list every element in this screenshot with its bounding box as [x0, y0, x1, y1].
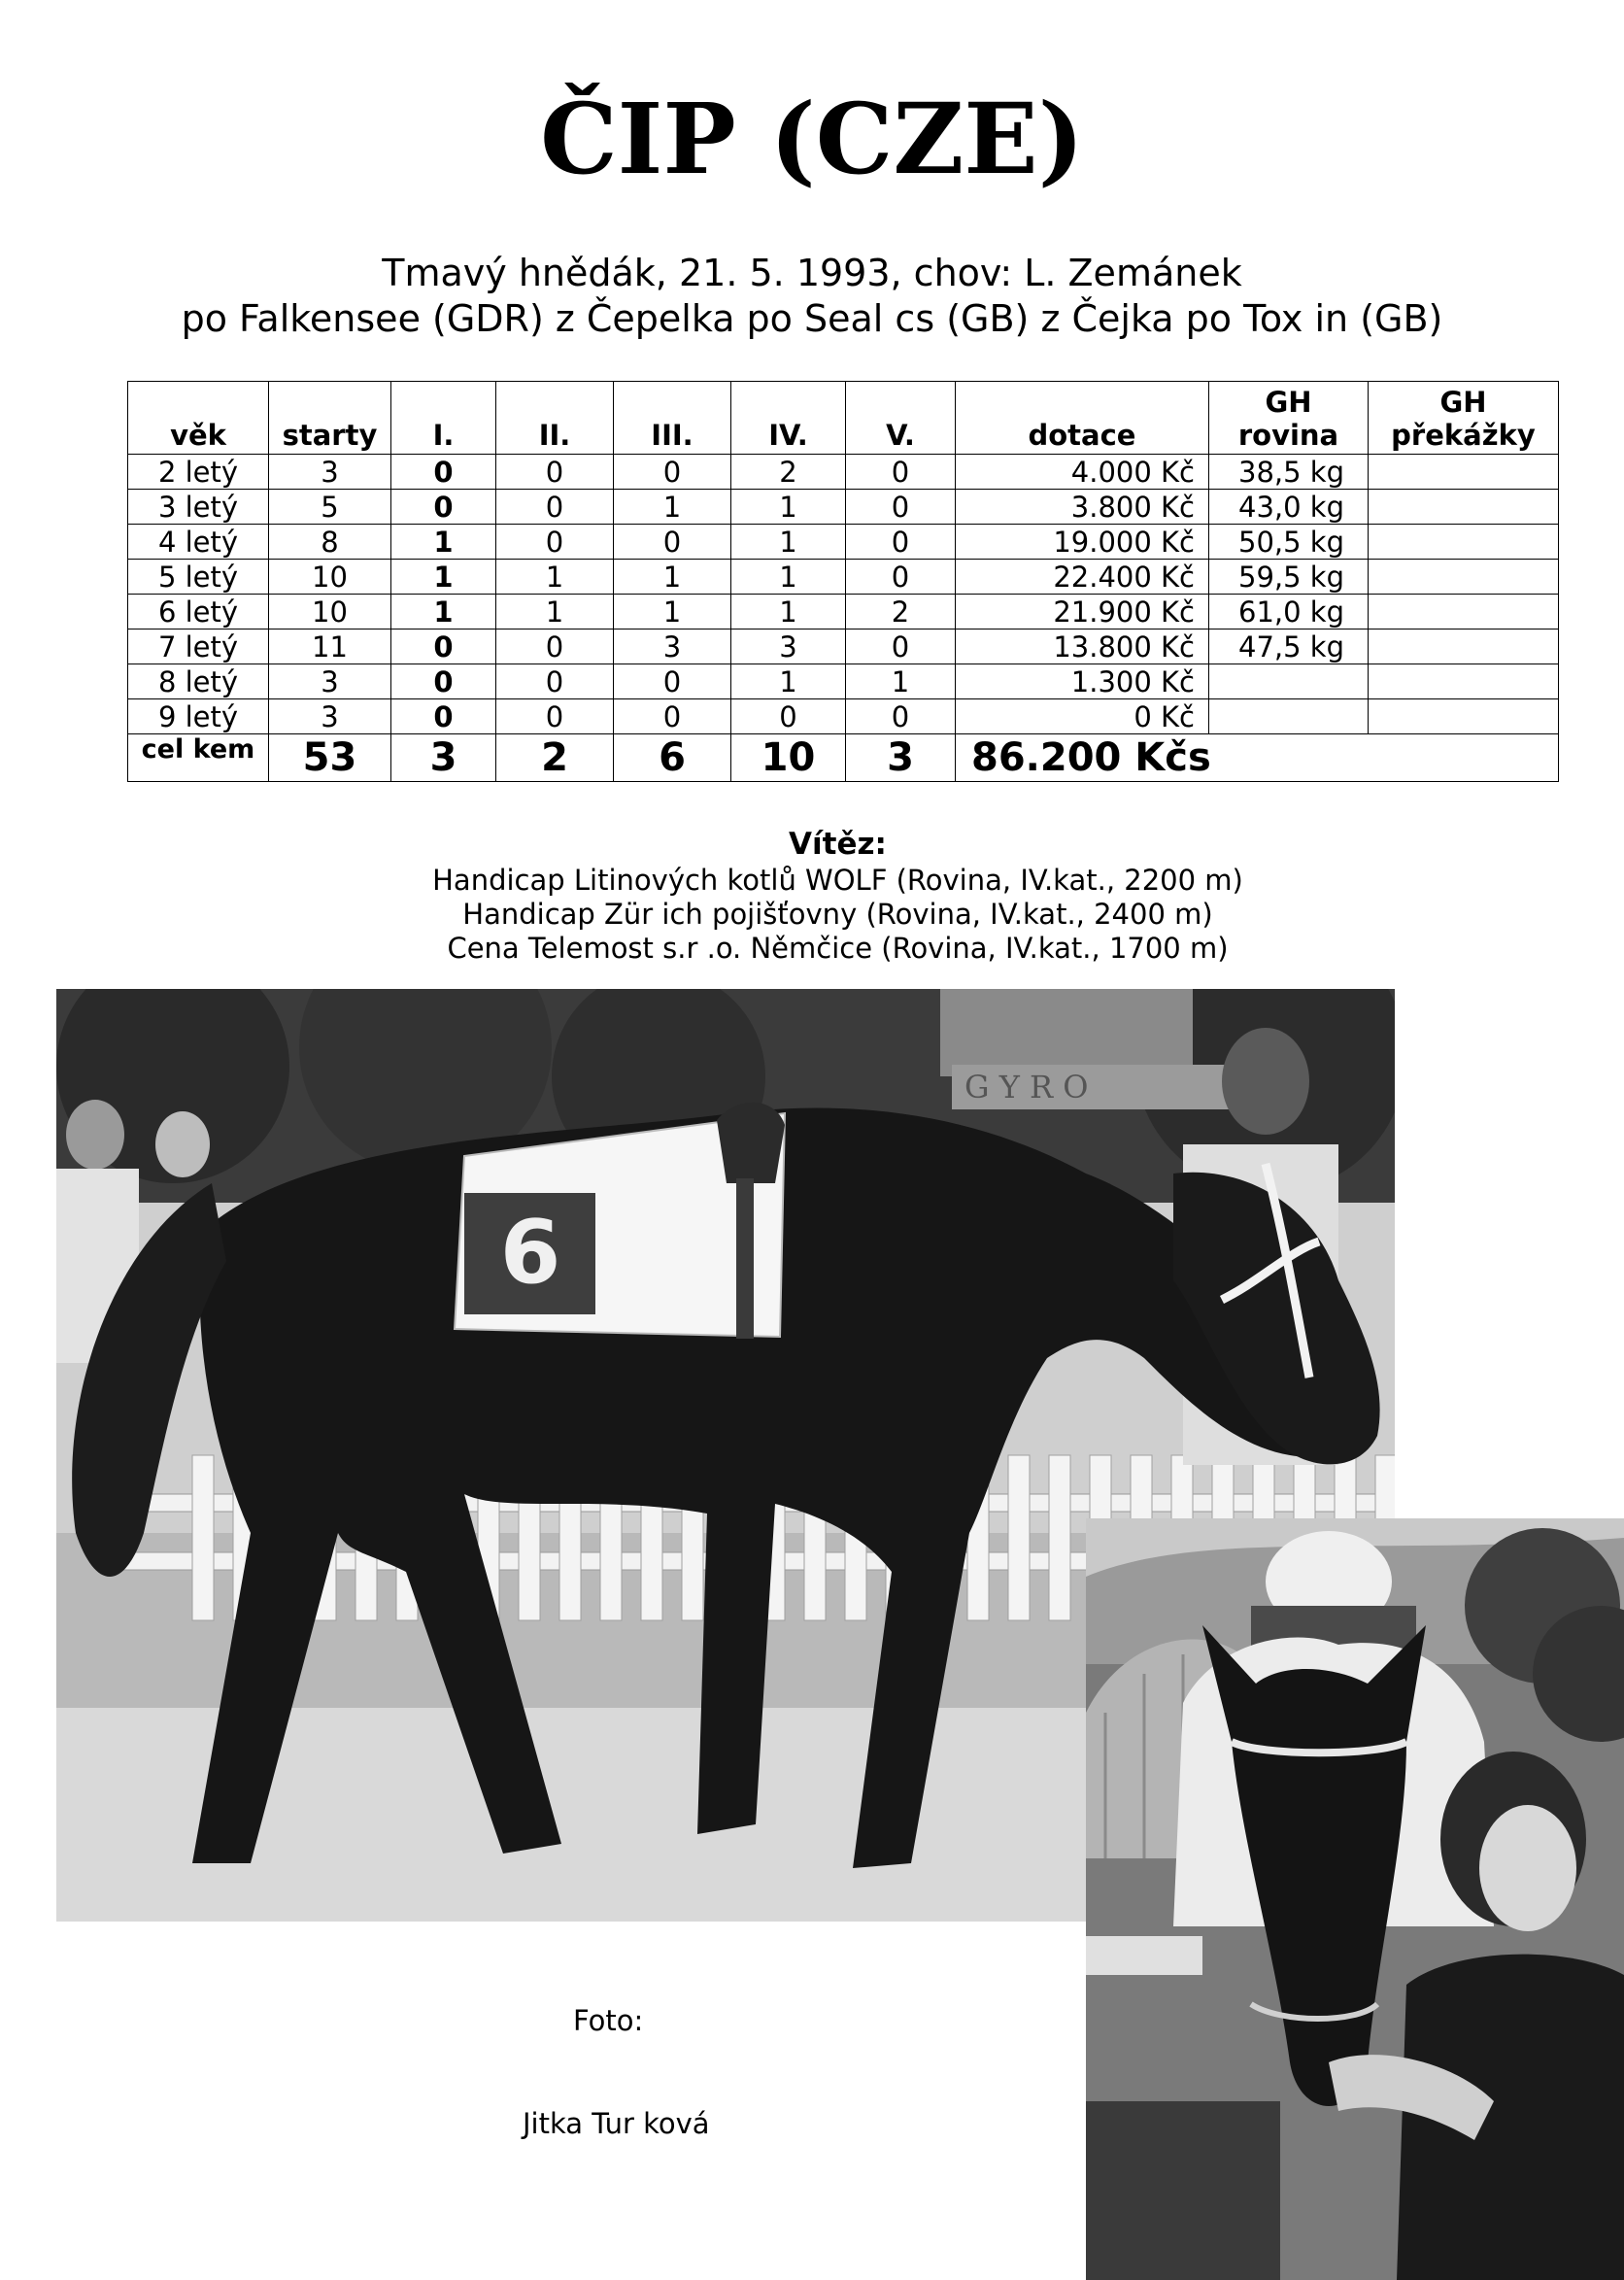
col-header-first: I. — [391, 382, 496, 455]
horse-jockey-photo — [1086, 1518, 1624, 2280]
cell-gh-flat: 61,0 kg — [1209, 595, 1369, 630]
cell-fourth: 3 — [731, 630, 846, 664]
cell-prize-money: 19.000 Kč — [956, 525, 1209, 560]
cell-first: 1 — [391, 525, 496, 560]
cell-fourth: 2 — [731, 455, 846, 490]
cell-prize-money: 21.900 Kč — [956, 595, 1209, 630]
cell-age: 4 letý — [128, 525, 269, 560]
cell-first: 1 — [391, 560, 496, 595]
cell-gh-hurdles — [1369, 455, 1559, 490]
cell-starts: 10 — [269, 595, 391, 630]
horse-pedigree: po Falkensee (GDR) z Čepelka po Seal cs (GB) z Čejka po Tox in (GB) — [181, 297, 1443, 340]
cell-fourth: 1 — [731, 490, 846, 525]
cell-prize-money: 3.800 Kč — [956, 490, 1209, 525]
cell-age: 9 letý — [128, 699, 269, 734]
winner-race: Handicap Zür ich pojišťovny (Rovina, IV.kat., 2400 m) — [462, 898, 1213, 931]
table-row — [128, 699, 1559, 734]
total-first: 3 — [391, 734, 496, 782]
cell-age: 7 letý — [128, 630, 269, 664]
cell-prize-money: 1.300 Kč — [956, 664, 1209, 699]
cell-third: 0 — [614, 664, 731, 699]
cell-fourth: 1 — [731, 560, 846, 595]
col-header-fourth: IV. — [731, 382, 846, 455]
col-header-third: III. — [614, 382, 731, 455]
cell-first: 1 — [391, 595, 496, 630]
cell-second: 0 — [496, 490, 614, 525]
winner-race: Handicap Litinových kotlů WOLF (Rovina, IV.kat., 2200 m) — [432, 864, 1243, 897]
banner-text: G Y R O — [964, 1069, 1089, 1106]
cell-fifth: 1 — [846, 664, 956, 699]
horse-description: Tmavý hnědák, 21. 5. 1993, chov: L. Zemánek — [382, 252, 1242, 294]
cell-third: 0 — [614, 455, 731, 490]
cell-starts: 11 — [269, 630, 391, 664]
cell-starts: 3 — [269, 455, 391, 490]
col-header-age: věk — [128, 382, 269, 455]
total-second: 2 — [496, 734, 614, 782]
cell-fifth: 2 — [846, 595, 956, 630]
cell-gh-hurdles — [1369, 525, 1559, 560]
col-header-starts: starty — [269, 382, 391, 455]
saddle-number: 6 — [499, 1202, 561, 1304]
col-header-gh-flat: GH rovina — [1209, 382, 1369, 455]
table-row — [128, 455, 1559, 490]
table-header-row — [128, 382, 1559, 455]
cell-gh-hurdles — [1369, 560, 1559, 595]
cell-fifth: 0 — [846, 455, 956, 490]
cell-gh-flat: 50,5 kg — [1209, 525, 1369, 560]
cell-fourth: 1 — [731, 664, 846, 699]
cell-fifth: 0 — [846, 630, 956, 664]
cell-gh-flat: 38,5 kg — [1209, 455, 1369, 490]
cell-fourth: 0 — [731, 699, 846, 734]
fence-post — [192, 1455, 214, 1620]
cell-fifth: 0 — [846, 699, 956, 734]
cell-prize-money: 13.800 Kč — [956, 630, 1209, 664]
col-header-prize-money: dotace — [956, 382, 1209, 455]
fence-post — [1008, 1455, 1030, 1620]
table-row — [128, 630, 1559, 664]
cell-starts: 8 — [269, 525, 391, 560]
cell-second: 1 — [496, 560, 614, 595]
cell-gh-flat: 47,5 kg — [1209, 630, 1369, 664]
cell-prize-money: 4.000 Kč — [956, 455, 1209, 490]
cell-gh-hurdles — [1369, 595, 1559, 630]
total-third: 6 — [614, 734, 731, 782]
cell-first: 0 — [391, 664, 496, 699]
cell-age: 5 letý — [128, 560, 269, 595]
cell-gh-hurdles — [1369, 699, 1559, 734]
total-prize-money: 86.200 Kčs — [956, 734, 1559, 782]
total-fourth: 10 — [731, 734, 846, 782]
table-total-row — [128, 734, 1559, 782]
cell-age: 3 letý — [128, 490, 269, 525]
race-statistics-table — [127, 381, 1559, 782]
cell-gh-hurdles — [1369, 630, 1559, 664]
cell-third: 1 — [614, 595, 731, 630]
fence-post — [1049, 1455, 1070, 1620]
cell-third: 1 — [614, 490, 731, 525]
cell-gh-hurdles — [1369, 664, 1559, 699]
photo-credit-name: Jitka Tur ková — [523, 2107, 710, 2140]
cell-age: 2 letý — [128, 455, 269, 490]
total-age: cel kem — [128, 734, 269, 782]
col-header-fifth: V. — [846, 382, 956, 455]
col-header-second: II. — [496, 382, 614, 455]
cell-gh-flat: 43,0 kg — [1209, 490, 1369, 525]
cell-fifth: 0 — [846, 525, 956, 560]
cell-first: 0 — [391, 455, 496, 490]
cell-gh-flat — [1209, 699, 1369, 734]
cell-first: 0 — [391, 699, 496, 734]
cell-second: 0 — [496, 664, 614, 699]
cell-gh-flat — [1209, 664, 1369, 699]
cell-gh-hurdles — [1369, 490, 1559, 525]
cell-gh-flat: 59,5 kg — [1209, 560, 1369, 595]
photo-credit-label: Foto: — [573, 2004, 644, 2037]
table-row — [128, 664, 1559, 699]
cell-prize-money: 22.400 Kč — [956, 560, 1209, 595]
cell-prize-money: 0 Kč — [956, 699, 1209, 734]
cell-starts: 3 — [269, 699, 391, 734]
col-header-gh-hurdles: GH překážky — [1369, 382, 1559, 455]
cell-fourth: 1 — [731, 525, 846, 560]
cell-second: 0 — [496, 630, 614, 664]
table-row — [128, 490, 1559, 525]
table-row — [128, 560, 1559, 595]
cell-fifth: 0 — [846, 490, 956, 525]
cell-fifth: 0 — [846, 560, 956, 595]
table-row — [128, 595, 1559, 630]
cell-third: 3 — [614, 630, 731, 664]
cell-starts: 3 — [269, 664, 391, 699]
total-fifth: 3 — [846, 734, 956, 782]
cell-second: 0 — [496, 699, 614, 734]
total-starts: 53 — [269, 734, 391, 782]
cell-second: 0 — [496, 525, 614, 560]
cell-third: 0 — [614, 525, 731, 560]
cell-third: 1 — [614, 560, 731, 595]
cell-fourth: 1 — [731, 595, 846, 630]
cell-first: 0 — [391, 630, 496, 664]
cell-second: 1 — [496, 595, 614, 630]
cell-age: 8 letý — [128, 664, 269, 699]
cell-age: 6 letý — [128, 595, 269, 630]
winner-race: Cena Telemost s.r .o. Němčice (Rovina, IV.kat., 1700 m) — [447, 932, 1229, 965]
table-row — [128, 525, 1559, 560]
cell-second: 0 — [496, 455, 614, 490]
cell-starts: 10 — [269, 560, 391, 595]
cell-starts: 5 — [269, 490, 391, 525]
winner-heading: Vítěz: — [789, 827, 887, 862]
cell-first: 0 — [391, 490, 496, 525]
page-title: ČIP (CZE) — [540, 82, 1084, 196]
cell-third: 0 — [614, 699, 731, 734]
